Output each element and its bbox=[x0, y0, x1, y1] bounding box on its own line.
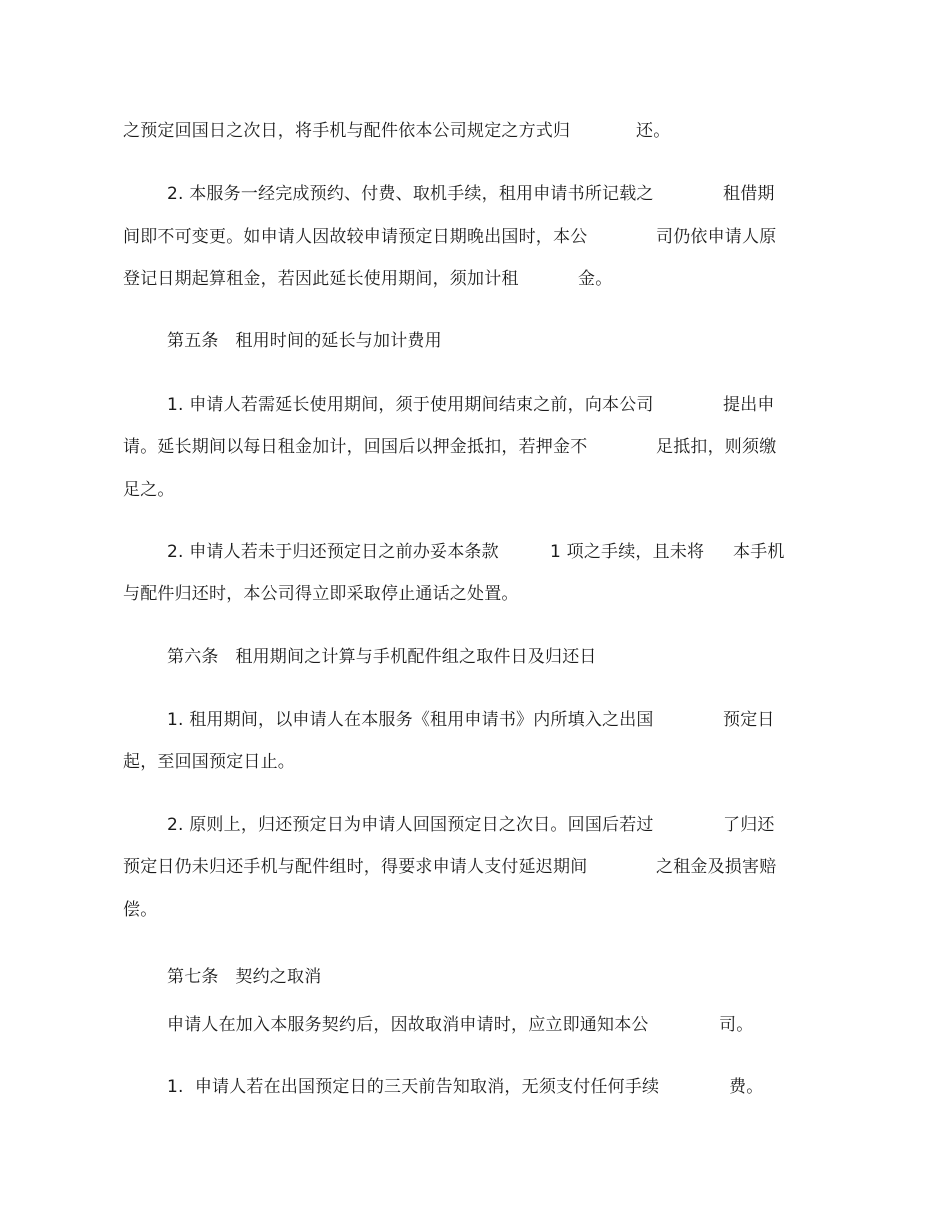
text-line: 之预定回国日之次日，将手机与配件依本公司规定之方式归 bbox=[123, 121, 571, 141]
text-line: 2. 原则上，归还预定日为申请人回国预定日之次日。回国后若过 bbox=[167, 815, 654, 835]
text-line: 预定日仍未归还手机与配件组时，得要求申请人支付延迟期间 bbox=[123, 857, 588, 877]
text-line: 间即不可变更。如申请人因故较申请预定日期晚出国时，本公 bbox=[123, 227, 588, 247]
text-line: 足之。 bbox=[123, 480, 175, 500]
text-line: 租借期 bbox=[723, 184, 775, 204]
text-line: 了归还 bbox=[723, 815, 775, 835]
text-line: 司仍依申请人原 bbox=[656, 227, 777, 247]
text-line: 请。延长期间以每日租金加计，回国后以押金抵扣，若押金不 bbox=[123, 437, 588, 457]
text-line: 预定日 bbox=[723, 710, 775, 730]
text-line: 还。 bbox=[636, 121, 671, 141]
text-line: 本手机 bbox=[733, 542, 785, 562]
text-line: 登记日期起算租金，若因此延长使用期间，须加计租 bbox=[123, 269, 519, 289]
text-line: 足抵扣，则须缴 bbox=[656, 437, 777, 457]
text-line: 申请人在加入本服务契约后，因故取消申请时，应立即通知本公 bbox=[167, 1015, 649, 1035]
text-line: 2. 申请人若未于归还预定日之前办妥本条款 bbox=[167, 542, 499, 562]
text-line: 1. 申请人若在出国预定日的三天前告知取消，无须支付任何手续 bbox=[167, 1077, 660, 1097]
text-line: 2. 本服务一经完成预约、付费、取机手续，租用申请书所记载之 bbox=[167, 184, 654, 204]
text-line: 起，至回国预定日止。 bbox=[123, 752, 295, 772]
section-heading: 第六条 租用期间之计算与手机配件组之取件日及归还日 bbox=[167, 647, 597, 667]
section-heading: 第七条 契约之取消 bbox=[167, 967, 322, 987]
text-line: 司。 bbox=[719, 1015, 754, 1035]
text-line: 偿。 bbox=[123, 900, 158, 920]
section-heading: 第五条 租用时间的延长与加计费用 bbox=[167, 331, 442, 351]
text-line: 提出申 bbox=[723, 395, 775, 415]
text-line: 费。 bbox=[729, 1077, 764, 1097]
text-line: 1. 租用期间，以申请人在本服务《租用申请书》内所填入之出国 bbox=[167, 710, 654, 730]
text-line: 1 项之手续，且未将 bbox=[550, 542, 705, 562]
text-line: 金。 bbox=[578, 269, 613, 289]
text-line: 之租金及损害赔 bbox=[656, 857, 777, 877]
text-line: 与配件归还时，本公司得立即采取停止通话之处置。 bbox=[123, 584, 519, 604]
text-line: 1. 申请人若需延长使用期间，须于使用期间结束之前，向本公司 bbox=[167, 395, 654, 415]
